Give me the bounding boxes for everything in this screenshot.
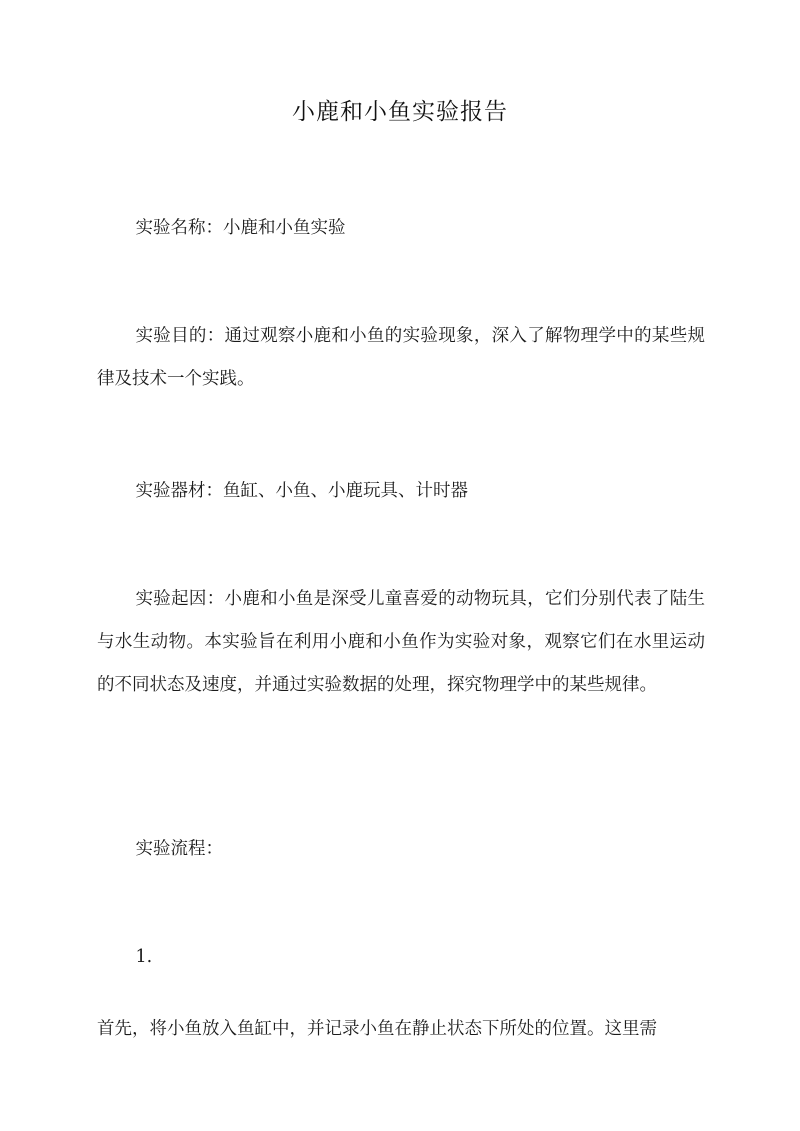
experiment-purpose-paragraph: 实验目的：通过观察小鹿和小鱼的实验现象，深入了解物理学中的某些规律及技术一个实践。	[97, 326, 705, 389]
experiment-name-paragraph: 实验名称：小鹿和小鱼实验	[135, 218, 346, 238]
step-number: 1.	[135, 947, 153, 967]
experiment-origin-paragraph: 实验起因：小鹿和小鱼是深受儿童喜爱的动物玩具，它们分别代表了陆生与水生动物。本实验旨在利用小鹿和小鱼作为实验对象，观察它们在水里运动的不同状态及速度，并通过实验数据的处理，探究物理学中的某些规律。	[97, 589, 705, 695]
experiment-equipment-paragraph: 实验器材：鱼缸、小鱼、小鹿玩具、计时器	[135, 481, 468, 501]
step-text: 首先，将小鱼放入鱼缸中，并记录小鱼在静止状态下所处的位置。这里需	[97, 1019, 657, 1039]
document-title: 小鹿和小鱼实验报告	[292, 99, 508, 125]
experiment-process-heading: 实验流程：	[135, 839, 223, 859]
